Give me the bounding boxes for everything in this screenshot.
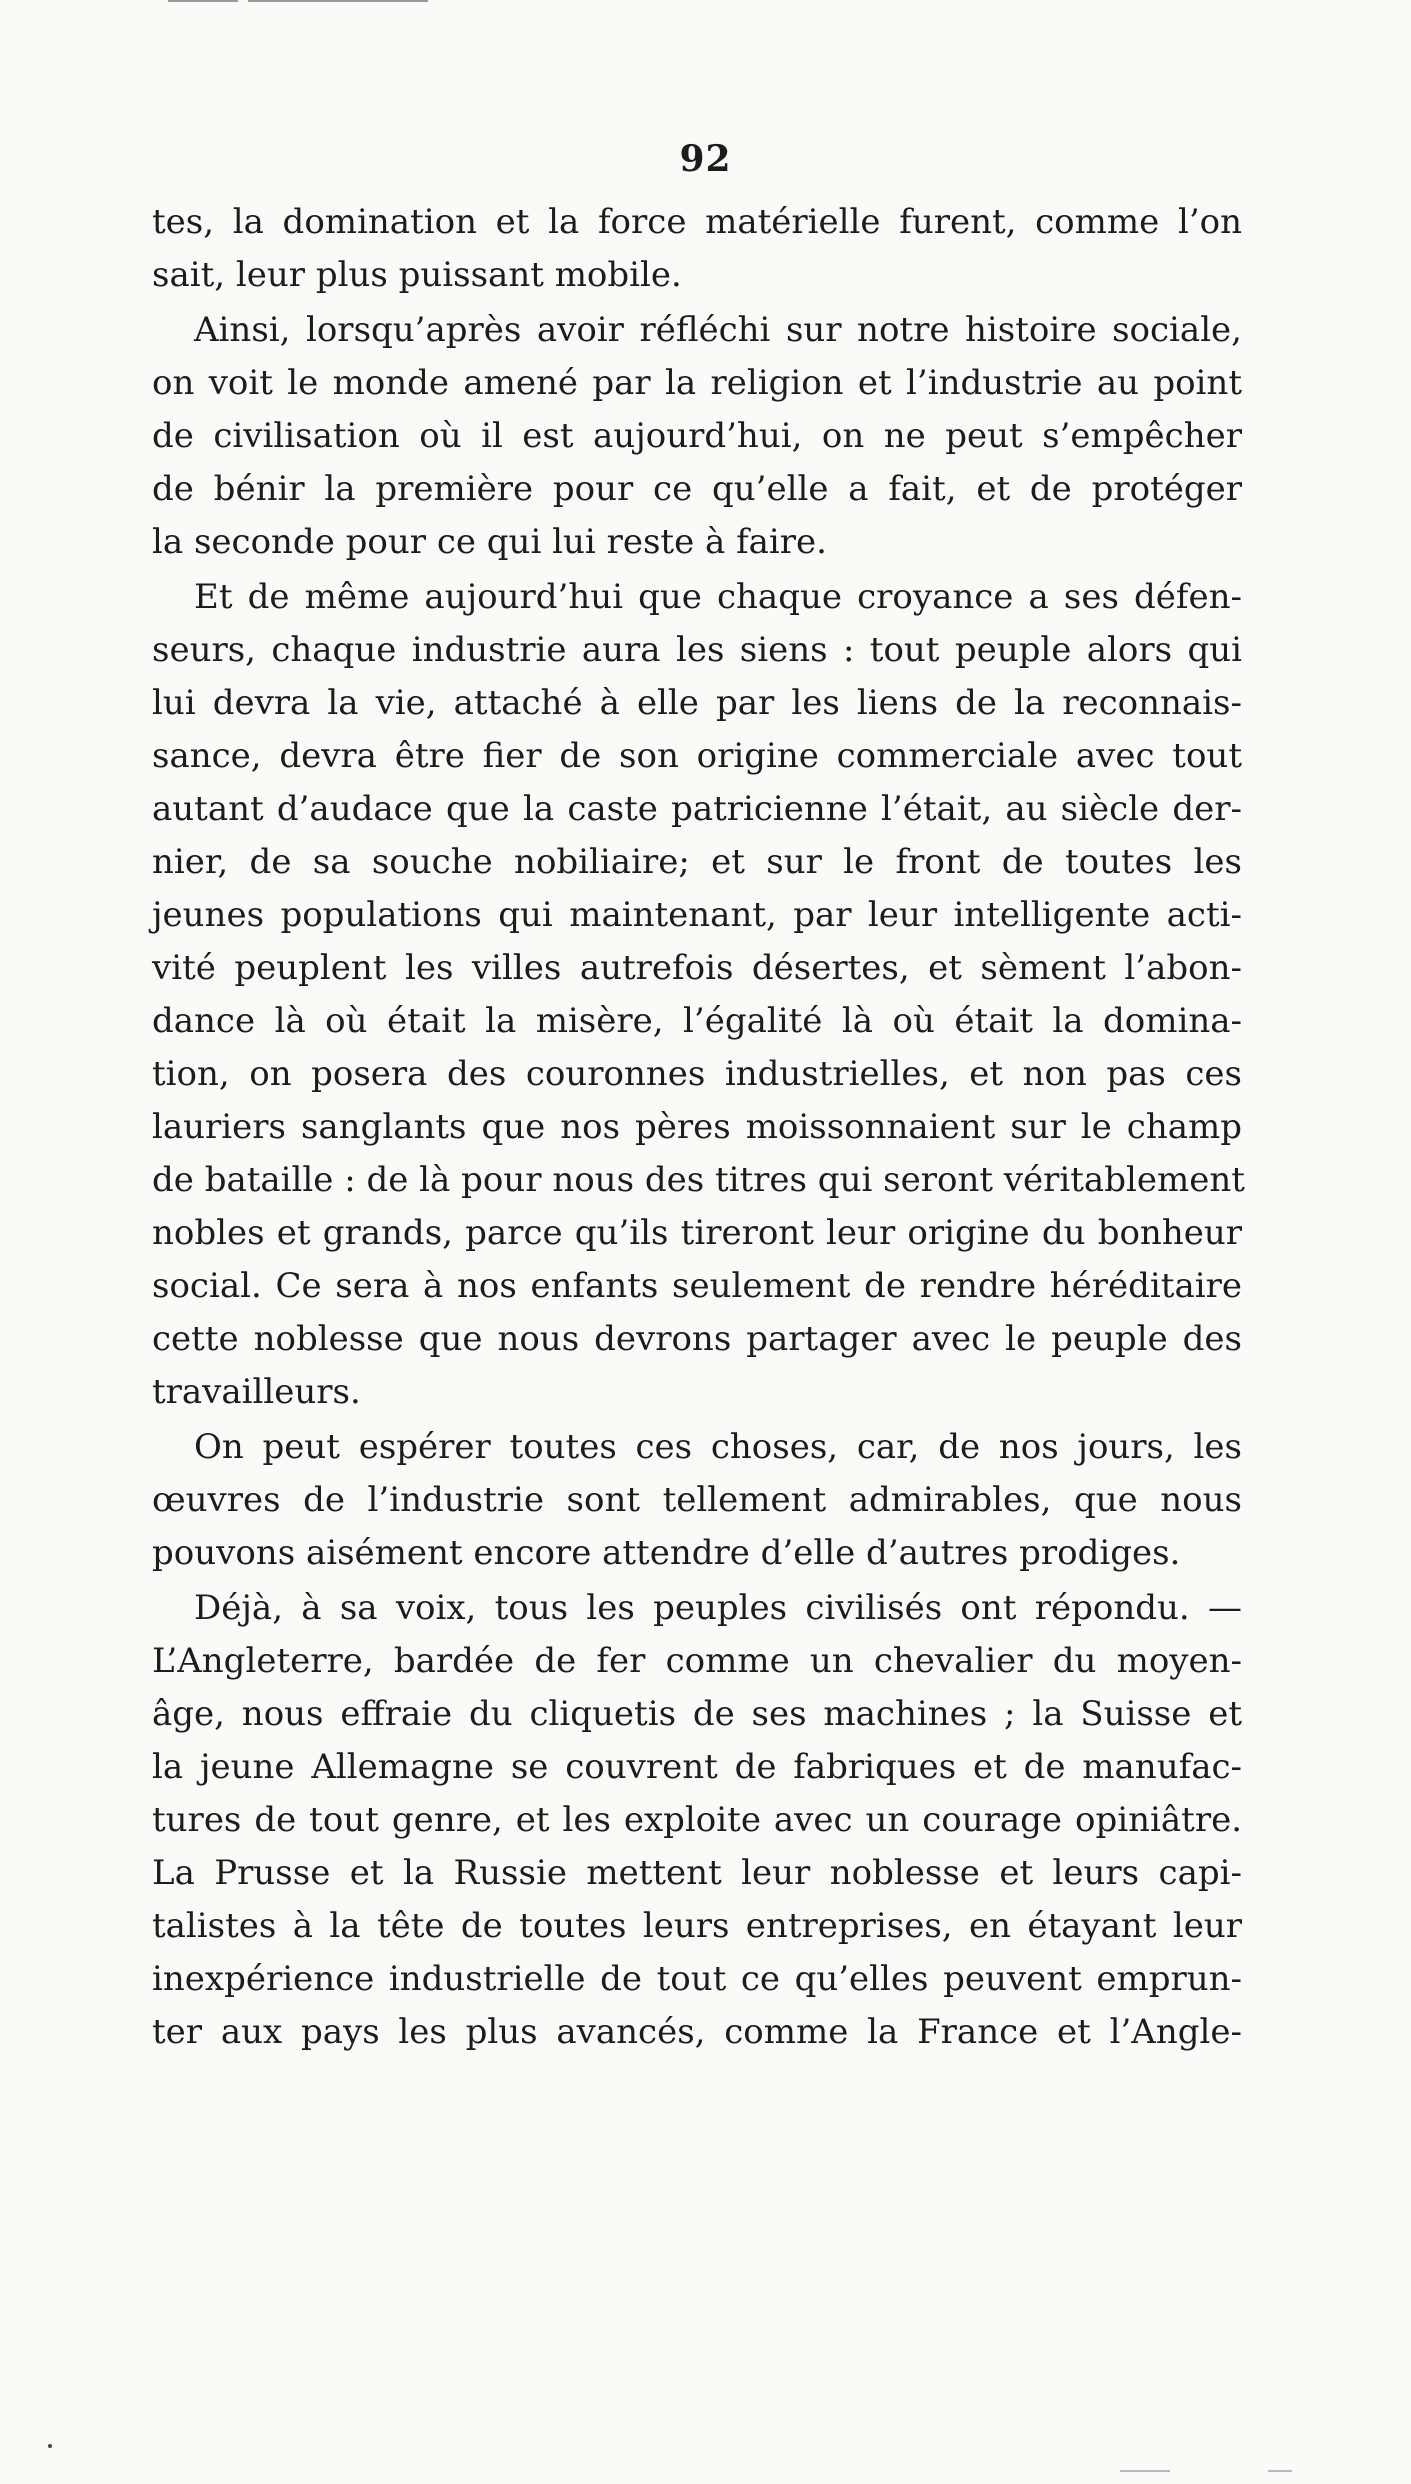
paragraph (152, 196, 1242, 302)
paragraph (152, 304, 1242, 569)
text-line: sait, leur plus puissant mobile. (152, 255, 682, 295)
bottom-rule-right (1268, 2470, 1292, 2472)
text-line: seurs, chaque industrie aura les siens : tout peuple alors qui (152, 630, 1242, 670)
text-line: lauriers sanglants que nos pères moissonnaient sur le champ (152, 1107, 1242, 1147)
text-line: La Prusse et la Russie mettent leur noblesse et leurs capi- (152, 1853, 1242, 1893)
paragraph (152, 1421, 1242, 1580)
text-line: de civilisation où il est aujourd’hui, on ne peut s’empêcher (152, 416, 1242, 456)
text-line: de bénir la première pour ce qu’elle a fait, et de protéger (152, 469, 1242, 509)
bottom-rule-left (1120, 2470, 1170, 2472)
text-line: Ainsi, lorsqu’après avoir réfléchi sur notre histoire sociale, (194, 310, 1242, 350)
text-line: dance là où était la misère, l’égalité là où était la domina- (152, 1001, 1242, 1041)
text-line: sance, devra être fier de son origine commerciale avec tout (152, 736, 1242, 776)
text-line: tures de tout genre, et les exploite avec un courage opiniâtre. (152, 1800, 1242, 1840)
text-line: jeunes populations qui maintenant, par leur intelligente acti- (152, 895, 1242, 935)
paragraph (152, 571, 1245, 1419)
text-line: L’Angleterre, bardée de fer comme un chevalier du moyen- (152, 1641, 1242, 1681)
text-line: on voit le monde amené par la religion et l’industrie au point (152, 363, 1242, 403)
text-line: âge, nous effraie du cliquetis de ses machines ; la Suisse et (152, 1694, 1242, 1734)
text-line: pouvons aisément encore attendre d’elle d’autres prodiges. (152, 1533, 1181, 1573)
body-text (152, 196, 1245, 2059)
text-line: ter aux pays les plus avancés, comme la France et l’Angle- (152, 2012, 1242, 2052)
top-rule-right (248, 0, 428, 2)
text-line: de bataille : de là pour nous des titres qui seront véritablement (152, 1160, 1245, 1200)
page-number: 92 (679, 138, 732, 180)
ink-speck (48, 2444, 52, 2448)
text-line: nobles et grands, parce qu’ils tireront leur origine du bonheur (152, 1213, 1242, 1253)
text-line: la seconde pour ce qui lui reste à faire. (152, 522, 827, 562)
text-line: œuvres de l’industrie sont tellement admirables, que nous (152, 1480, 1242, 1520)
text-line: vité peuplent les villes autrefois désertes, et sèment l’abon- (152, 948, 1242, 988)
text-line: cette noblesse que nous devrons partager avec le peuple des (152, 1319, 1242, 1359)
text-line: nier, de sa souche nobiliaire; et sur le front de toutes les (152, 842, 1242, 882)
text-line: lui devra la vie, attaché à elle par les liens de la reconnais- (152, 683, 1242, 723)
text-line: la jeune Allemagne se couvrent de fabriques et de manufac- (152, 1747, 1242, 1787)
text-line: talistes à la tête de toutes leurs entreprises, en étayant leur (152, 1906, 1242, 1946)
text-line: social. Ce sera à nos enfants seulement de rendre héréditaire (152, 1266, 1242, 1306)
text-line: autant d’audace que la caste patricienne l’était, au siècle der- (152, 789, 1242, 829)
text-line: On peut espérer toutes ces choses, car, de nos jours, les (194, 1427, 1242, 1467)
text-line: travailleurs. (152, 1372, 361, 1412)
text-line: tes, la domination et la force matérielle furent, comme l’on (152, 202, 1242, 242)
top-rule-left (168, 0, 238, 2)
text-line: Déjà, à sa voix, tous les peuples civilisés ont répondu. — (194, 1588, 1242, 1628)
text-line: inexpérience industrielle de tout ce qu’elles peuvent emprun- (152, 1959, 1242, 1999)
text-line: tion, on posera des couronnes industrielles, et non pas ces (152, 1054, 1242, 1094)
text-line: Et de même aujourd’hui que chaque croyance a ses défen- (194, 577, 1242, 617)
paragraph (152, 1582, 1242, 2059)
